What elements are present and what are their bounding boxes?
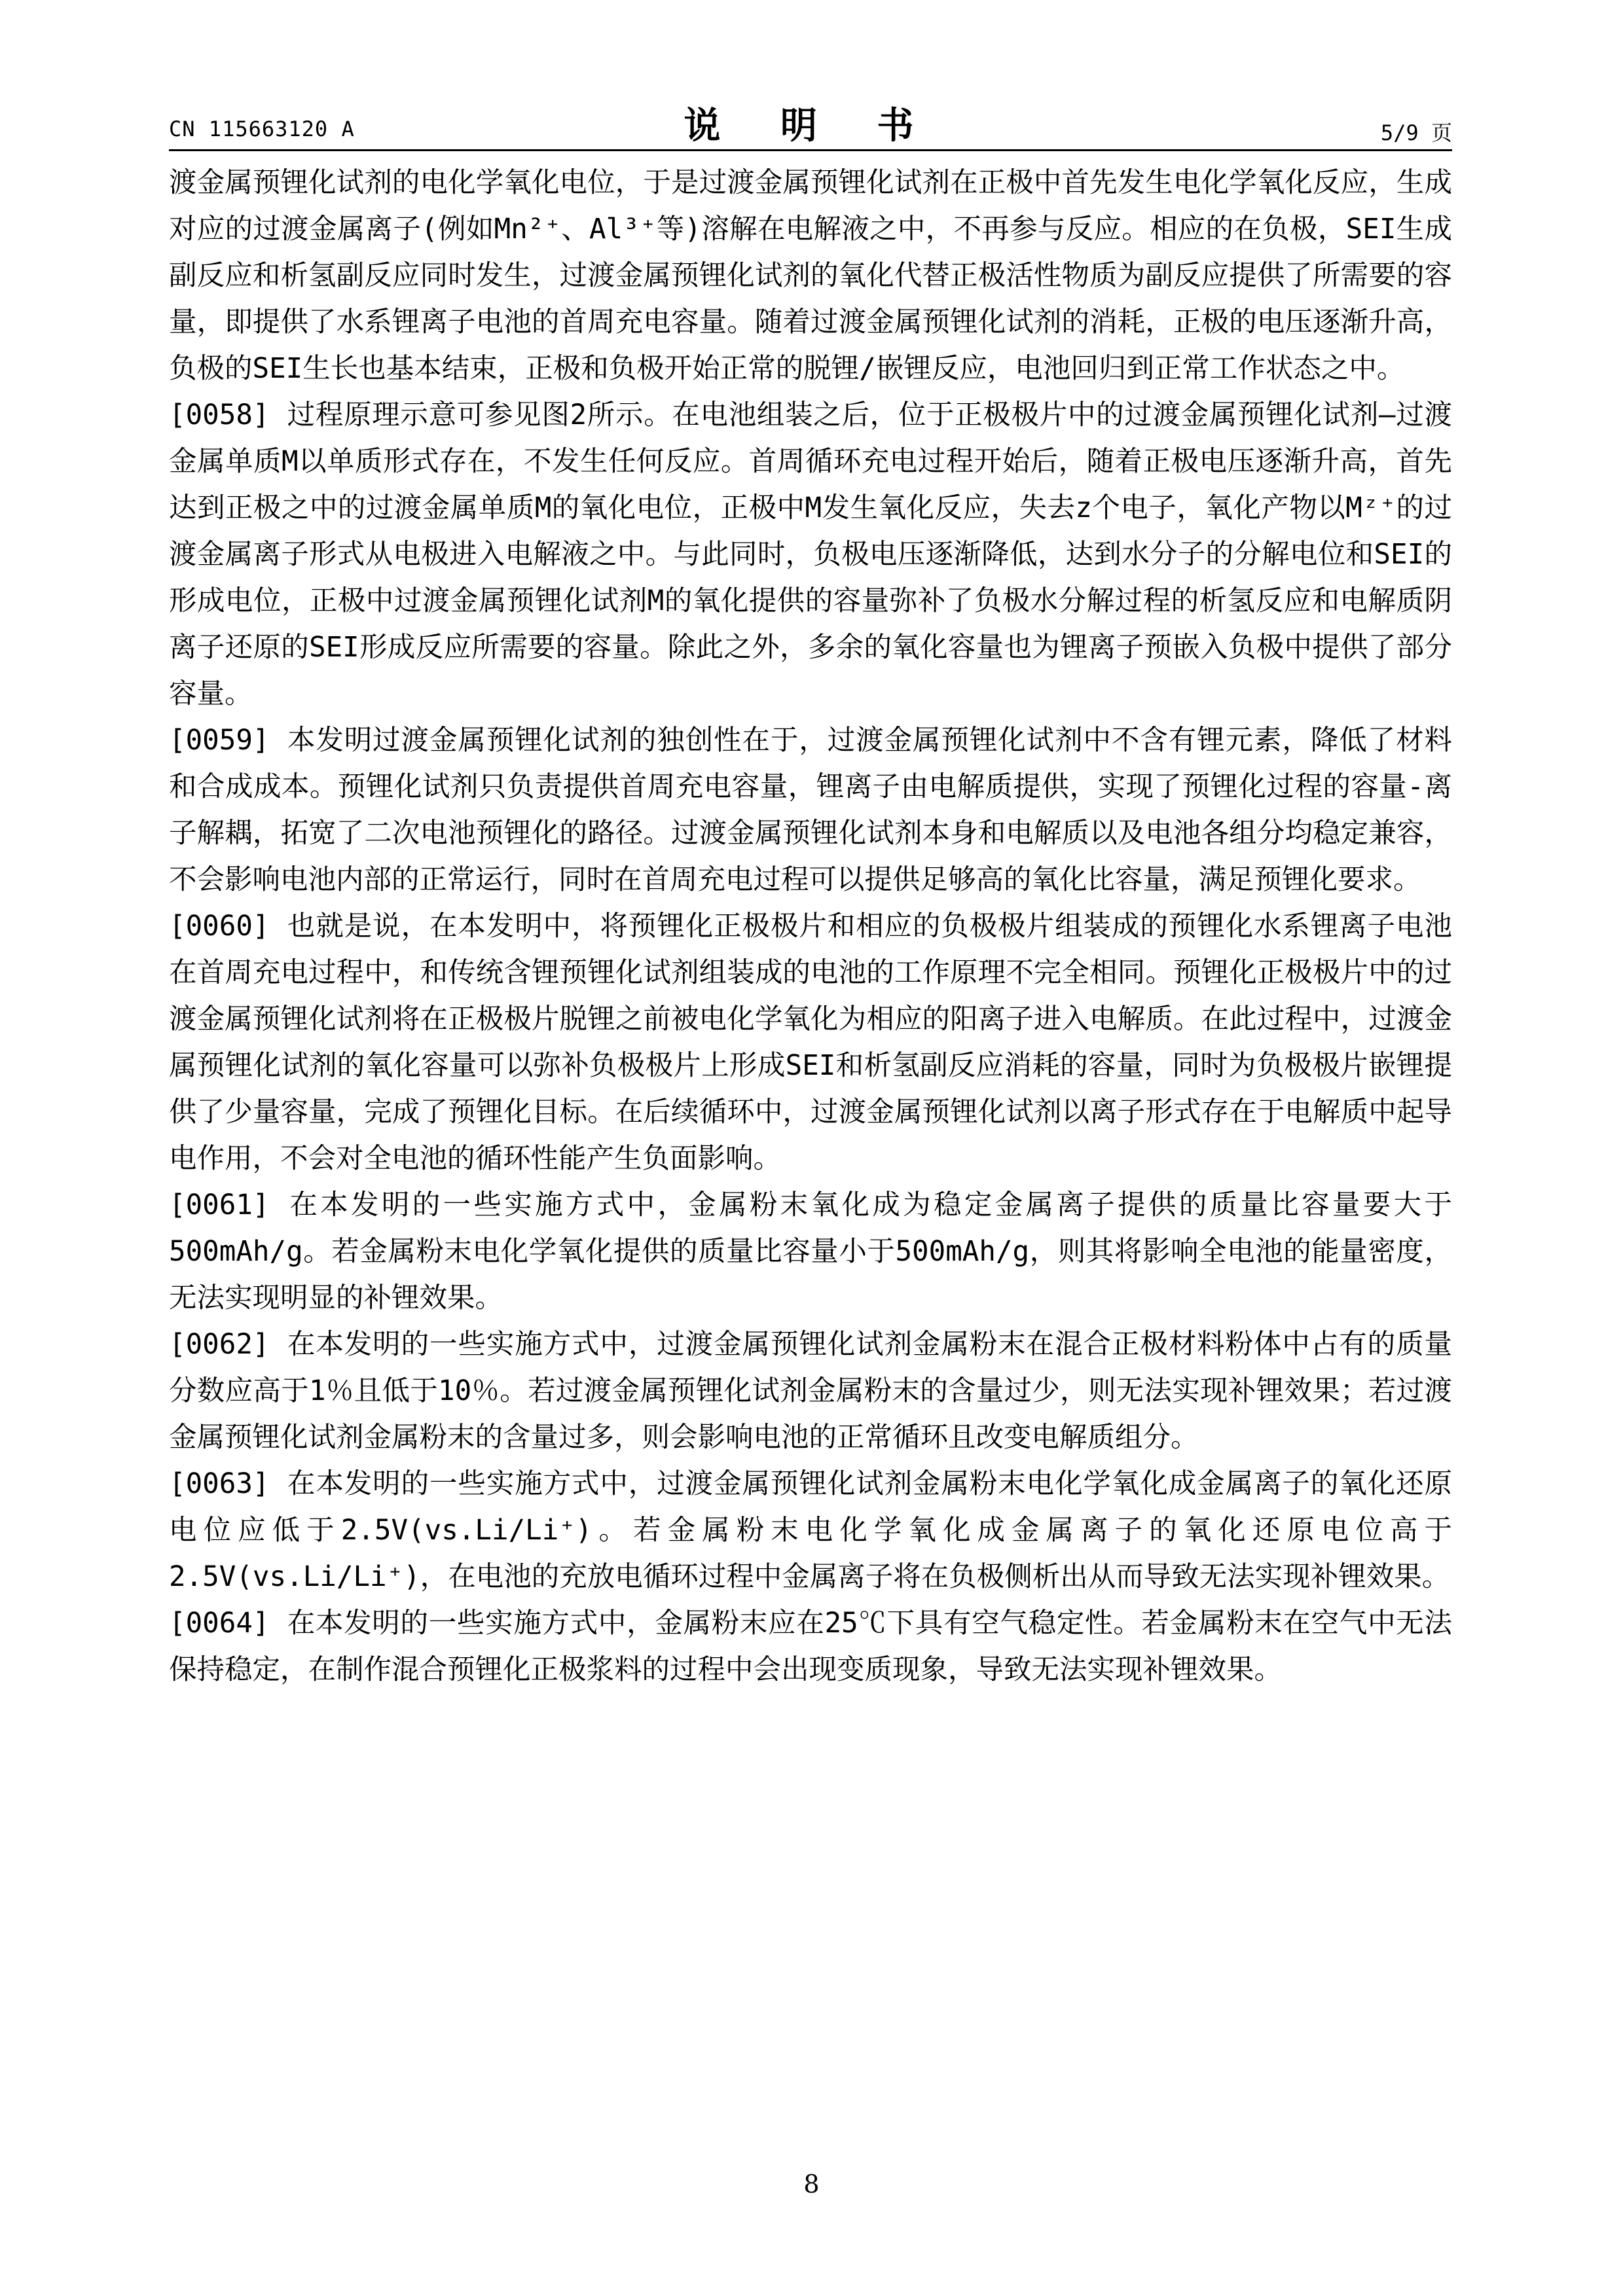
- paragraph-number: [0062]: [169, 1329, 270, 1361]
- paragraph-number: [0058]: [169, 399, 270, 431]
- doc-title: 说 明 书: [684, 105, 938, 147]
- doc-number: CN 115663120 A: [169, 117, 355, 141]
- paragraph-number: [0063]: [169, 1468, 270, 1500]
- document-body: [169, 160, 1452, 1693]
- paragraph-text: 在本发明的一些实施方式中，金属粉末氧化成为稳定金属离子提供的质量比容量要大于500mAh/g。若金属粉末电化学氧化提供的质量比容量小于500mAh/g，则其将影响全电池的能量密度，无法实现明显的补锂效果。: [169, 1189, 1452, 1314]
- paragraph-number: [0061]: [169, 1189, 270, 1221]
- paragraph-0064: [169, 1600, 1452, 1693]
- paragraph-0061: [169, 1182, 1452, 1321]
- intro-paragraph: 渡金属预锂化试剂的电化学氧化电位，于是过渡金属预锂化试剂在正极中首先发生电化学氧化反应，生成对应的过渡金属离子(例如Mn²⁺、Al³⁺等)溶解在电解液之中，不再参与反应。相应的在负极，SEI生成副反应和析氢副反应同时发生，过渡金属预锂化试剂的氧化代替正极活性物质为副反应提供了所需要的容量，即提供了水系锂离子电池的首周充电容量。随着过渡金属预锂化试剂的消耗，正极的电压逐渐升高，负极的SEI生长也基本结束，正极和负极开始正常的脱锂/嵌锂反应，电池回归到正常工作状态之中。: [169, 167, 1452, 385]
- paragraph-0059: [169, 717, 1452, 903]
- paragraph-number: [0059]: [169, 725, 270, 757]
- paragraph-text: 在本发明的一些实施方式中，过渡金属预锂化试剂金属粉末在混合正极材料粉体中占有的质量分数应高于1％且低于10％。若过渡金属预锂化试剂金属粉末的含量过少，则无法实现补锂效果；若过渡金属预锂化试剂金属粉末的含量过多，则会影响电池的正常循环且改变电解质组分。: [169, 1329, 1452, 1454]
- paragraph-number: [0060]: [169, 910, 270, 942]
- paragraph-number: [0064]: [169, 1607, 270, 1640]
- page-number: 8: [803, 2170, 820, 2198]
- paragraph-text: 在本发明的一些实施方式中，过渡金属预锂化试剂金属粉末电化学氧化成金属离子的氧化还原电位应低于2.5V(vs.Li/Li⁺)。若金属粉末电化学氧化成金属离子的氧化还原电位高于2.5V(vs.Li/Li⁺)，在电池的充放电循环过程中金属离子将在负极侧析出从而导致无法实现补锂效果。: [169, 1468, 1452, 1593]
- paragraph-text: 在本发明的一些实施方式中，金属粉末应在25℃下具有空气稳定性。若金属粉末在空气中无法保持稳定，在制作混合预锂化正极浆料的过程中会出现变质现象，导致无法实现补锂效果。: [169, 1607, 1452, 1686]
- paragraph-0058: [169, 392, 1452, 717]
- paragraph-0060: [169, 903, 1452, 1182]
- page-label: 5/9 页: [1380, 120, 1452, 145]
- paragraph-text: 也就是说，在本发明中，将预锂化正极极片和相应的负极极片组装成的预锂化水系锂离子电池在首周充电过程中，和传统含锂预锂化试剂组装成的电池的工作原理不完全相同。预锂化正极极片中的过渡金属预锂化试剂将在正极极片脱锂之前被电化学氧化为相应的阳离子进入电解质。在此过程中，过渡金属预锂化试剂的氧化容量可以弥补负极极片上形成SEI和析氢副反应消耗的容量，同时为负极极片嵌锂提供了少量容量，完成了预锂化目标。在后续循环中，过渡金属预锂化试剂以离子形式存在于电解质中起导电作用，不会对全电池的循环性能产生负面影响。: [169, 910, 1452, 1175]
- paragraph-0063: [169, 1461, 1452, 1600]
- paragraph-0062: [169, 1321, 1452, 1461]
- page-header: [169, 97, 1452, 149]
- paragraph-text: 本发明过渡金属预锂化试剂的独创性在于，过渡金属预锂化试剂中不含有锂元素，降低了材料和合成成本。预锂化试剂只负责提供首周充电容量，锂离子由电解质提供，实现了预锂化过程的容量-离子解耦，拓宽了二次电池预锂化的路径。过渡金属预锂化试剂本身和电解质以及电池各组分均稳定兼容，不会影响电池内部的正常运行，同时在首周充电过程可以提供足够高的氧化比容量，满足预锂化要求。: [169, 725, 1452, 896]
- paragraph-text: 过程原理示意可参见图2所示。在电池组装之后，位于正极极片中的过渡金属预锂化试剂—过渡金属单质M以单质形式存在，不发生任何反应。首周循环充电过程开始后，随着正极电压逐渐升高，首先达到正极之中的过渡金属单质M的氧化电位，正极中M发生氧化反应，失去z个电子，氧化产物以Mᶻ⁺的过渡金属离子形式从电极进入电解液之中。与此同时，负极电压逐渐降低，达到水分子的分解电位和SEI的形成电位，正极中过渡金属预锂化试剂M的氧化提供的容量弥补了负极水分解过程的析氢反应和电解质阴离子还原的SEI形成反应所需要的容量。除此之外，多余的氧化容量也为锂离子预嵌入负极中提供了部分容量。: [169, 399, 1452, 710]
- header-rule: [169, 149, 1452, 151]
